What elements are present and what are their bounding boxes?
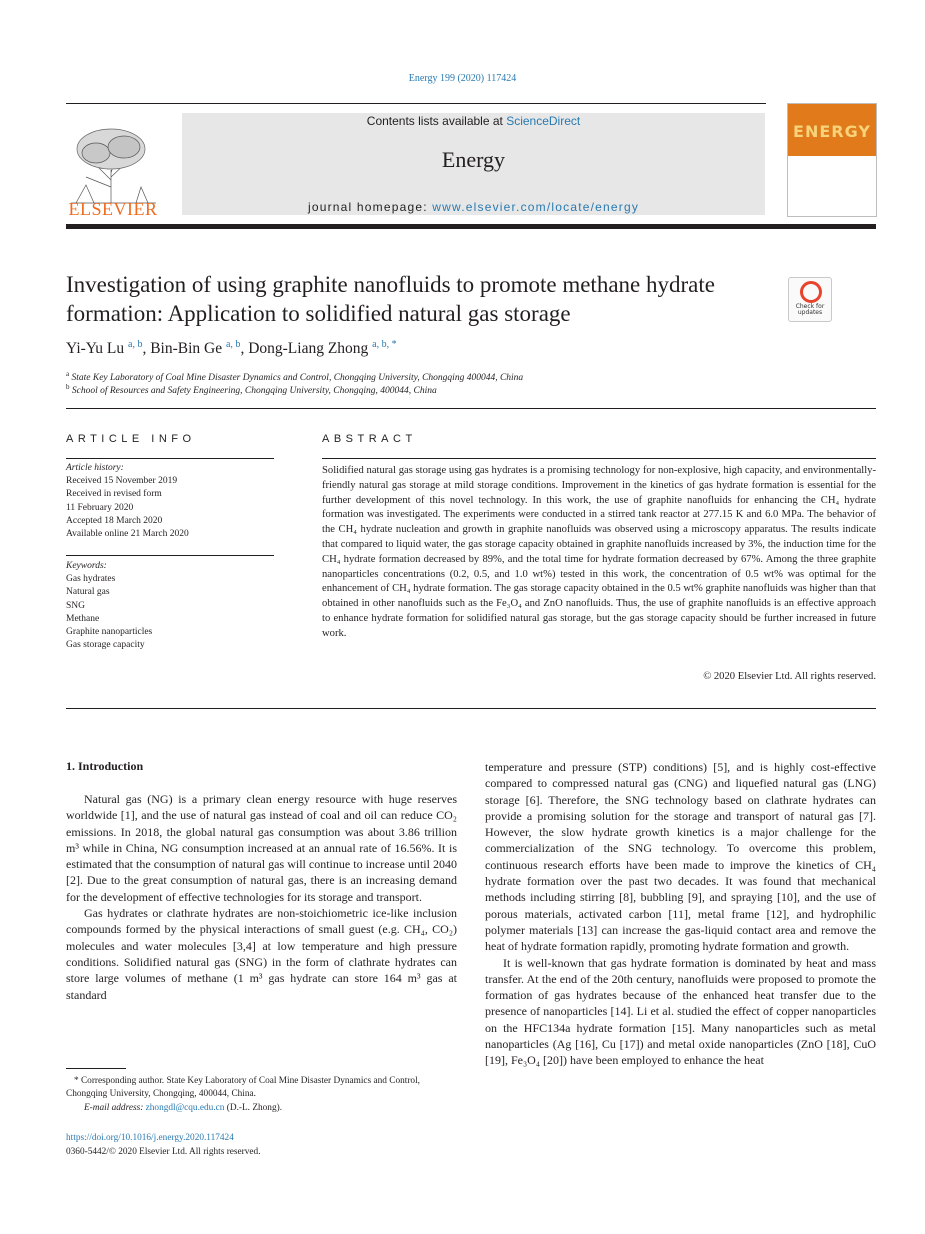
keywords-block: [66, 560, 276, 652]
journal-homepage: [182, 200, 765, 214]
author-name[interactable]: Dong-Liang Zhong: [248, 340, 369, 358]
article-info-rule: [66, 458, 274, 459]
body-paragraph: Gas hydrates or clathrate hydrates are non-stoichiometric ice-like inclusion compounds formed by the physical interactions of small guest (e.g. CH₄, CO₂) molecules and water molecules [3,4] at low temperature and high pressure conditions. Solidified natural gas (SNG) in the form of clathrate hydrates can store large volumes of methane (1 m³ gas hydrate can store 164 m³ gas at standard: [66, 906, 457, 1002]
author-affiliation-mark[interactable]: a, b: [128, 339, 143, 350]
body-column-left: [66, 791, 457, 1003]
keywords-rule: [66, 555, 274, 556]
history-item: Received in revised form: [66, 489, 162, 500]
homepage-prefix: journal homepage:: [307, 200, 433, 214]
history-item: Received 15 November 2019: [66, 476, 178, 487]
header-thick-rule: [66, 224, 876, 229]
history-item: Accepted 18 March 2020: [66, 515, 163, 526]
email-line: [66, 1102, 457, 1115]
abstract-heading: ABSTRACT: [322, 433, 417, 445]
corresponding-author-note: * Corresponding author. State Key Laboratory of Coal Mine Disaster Dynamics and Control, Chongqing University, Chongqing, 400044, China.: [66, 1076, 420, 1100]
check-for-updates-button[interactable]: [788, 277, 832, 322]
abstract-rule: [322, 458, 876, 459]
history-item: Available online 21 March 2020: [66, 529, 189, 540]
body-paragraph: Natural gas (NG) is a primary clean energy resource with huge reserves worldwide [1], and the use of natural gas instead of coal and oil can reduce CO₂ emissions. In 2018, the global natural gas consumption was about 3.86 trillion m³ while in China, NG consumption increased at an annual rate of 16.56%. It is estimated that the consumption of natural gas will continue to increase until 2040 [2]. Due to the great consumption of natural gas, there is an increasing demand for the development of effective technologies for its storage and transport.: [66, 792, 457, 904]
keyword-item: Gas storage capacity: [66, 640, 145, 651]
contents-prefix: Contents lists available at: [366, 114, 507, 128]
affiliation-a: [66, 370, 523, 383]
homepage-link[interactable]: www.elsevier.com/locate/energy: [432, 200, 640, 214]
author-name[interactable]: Yi-Yu Lu: [66, 340, 125, 358]
header-rule: [66, 103, 766, 104]
journal-citation-link[interactable]: Energy 199 (2020) 117424: [408, 73, 517, 84]
article-history: [66, 462, 276, 541]
keyword-item: Methane: [66, 613, 100, 624]
email-label: E-mail address:: [84, 1102, 146, 1113]
article-info-heading: ARTICLE INFO: [66, 433, 196, 445]
abstract-end-rule: [66, 708, 876, 709]
body-paragraph: It is well-known that gas hydrate formation is dominated by heat and mass transfer. At the end of the 20th century, nanofluids were proposed to promote the formation of gas hydrates because of the enhanced heat transfer due to the presence of nanoparticles [14]. Li et al. studied the effect of copper nanoparticles on the HFC134a hydrate formation [15]. Many nanoparticles such as metal nanoparticles (Ag [16], Cu [17]) and metal oxide nanoparticles (ZnO [18], CuO [19], Fe₃O₄ [20]) have been employed to enhance the heat: [485, 955, 876, 1068]
affiliation-b: [66, 383, 437, 396]
keyword-item: Gas hydrates: [66, 574, 116, 585]
author-list: Yi-Yu Lu $^{a, b}$, Bin-Bin Ge $^{a, b}$, Dong-Liang Zhong $^{a, b, *}$: [66, 339, 397, 358]
history-item: 11 February 2020: [66, 502, 134, 513]
affiliation-mark: a: [66, 370, 70, 378]
article-title: Investigation of using graphite nanofluids to promote methane hydrate formation: Application to solidified natural gas storage: [66, 272, 715, 326]
section-heading-introduction: 1. Introduction: [66, 759, 144, 773]
keywords-label: Keywords:: [66, 561, 107, 571]
check-updates-label: Check for updates: [795, 303, 825, 316]
affiliation-text: State Key Laboratory of Coal Mine Disaster Dynamics and Control, Chongqing University, Chongqing 400044, China: [71, 373, 524, 384]
elsevier-wordmark: ELSEVIER: [68, 199, 158, 219]
keyword-item: Graphite nanoparticles: [66, 627, 153, 638]
contents-line: [182, 114, 765, 128]
body-column-right: [485, 759, 876, 1069]
author-affiliation-mark[interactable]: a, b, *: [372, 339, 397, 350]
sciencedirect-link[interactable]: ScienceDirect: [506, 114, 581, 128]
cover-word: ENERGY: [793, 122, 871, 141]
author-affiliation-mark[interactable]: a, b: [225, 339, 241, 350]
abstract-copyright: © 2020 Elsevier Ltd. All rights reserved.: [703, 671, 876, 682]
journal-masthead: [182, 113, 765, 215]
keyword-item: Natural gas: [66, 587, 110, 598]
email-link[interactable]: zhongdl@cqu.edu.cn: [145, 1102, 225, 1113]
body-paragraph: temperature and pressure (STP) conditions) [5], and is highly cost-effective compared to compressed natural gas (CNG) and liquefied natural gas (LNG) storage [6]. Therefore, the SNG technology based on clathrate hydrates can provide a promising solution for the storage and transport of natural gas [7]. However, the slow hydrate growth kinetics is a major challenge for the commercialization of the SNG technology. To overcome this problem, continuous research efforts have been made to improve the kinetics of CH₄ hydrate formation over the past two decades. It was found that mechanical methods including stirring [8], bubbling [9], and spraying [10], and the use of porous materials, activated carbon [11], metal frame [12], and hydrophilic polymer materials [13] can increase the gas-liquid contact area and remove the heat of hydrate formation rapidly, promoting hydrate formation and growth.: [485, 760, 876, 954]
section-rule: [66, 408, 876, 409]
doi-link[interactable]: https://doi.org/10.1016/j.energy.2020.117424: [66, 1133, 234, 1143]
keyword-item: SNG: [66, 600, 86, 611]
check-updates-icon: [800, 281, 822, 303]
history-label: Article history:: [66, 463, 124, 473]
abstract-text: Solidified natural gas storage using gas hydrates is a promising technology for non-explosive, high capacity, and environmentally-friendly natural gas storage at mild storage conditions. Improvement in the kinetics of gas hydrate formation is essential for the further development of this novel technology. In this work, the use of graphite nanofluids for enhancing the CH₄ hydrate formation was investigated. The experiments were conducted in a stirred tank reactor at 277.15 K and 6.0 MPa. The behavior of the CH₄ hydrate nucleation and growth in graphite nanofluids was observed using a microscopy apparatus. The results indicate that compared to liquid water, the gas storage capacity obtained in graphite nanofluids increased by 3%, the induction time for the CH₄ hydrate formation decreased by 89%, and the total time for hydrate formation decreased by 67%. Among the three graphite nanoparticles concentrations (0.2, 0.5, and 1.0 wt%) tested in this work, the concentration of 0.5 wt% was optimal for the enhancement of CH₄ hydrate formation. The gas storage capacity obtained in the 0.5 wt% graphite nanofluids was higher than that obtained in other nanofluids such as the Fe₃O₄ and ZnO nanofluids. Thus, the use of graphite nanofluids is an effective approach to enhance hydrate formation for solidified natural gas storage, but the gas storage capacity should be further increased in future work.: [322, 465, 876, 639]
email-suffix: (D.-L. Zhong).: [224, 1102, 283, 1113]
issn-line: 0360-5442/© 2020 Elsevier Ltd. All rights reserved.: [66, 1147, 261, 1157]
affiliation-text: School of Resources and Safety Engineering, Chongqing University, Chongqing, 400044, China: [71, 386, 437, 397]
page-footer: [66, 1131, 261, 1159]
footnote-rule: [66, 1068, 126, 1069]
journal-cover-thumbnail[interactable]: [787, 103, 877, 217]
author-name[interactable]: Bin-Bin Ge: [150, 340, 223, 358]
journal-title: Energy: [441, 147, 506, 172]
affiliation-mark: b: [66, 383, 70, 391]
corresponding-author-footnote: [66, 1075, 457, 1115]
